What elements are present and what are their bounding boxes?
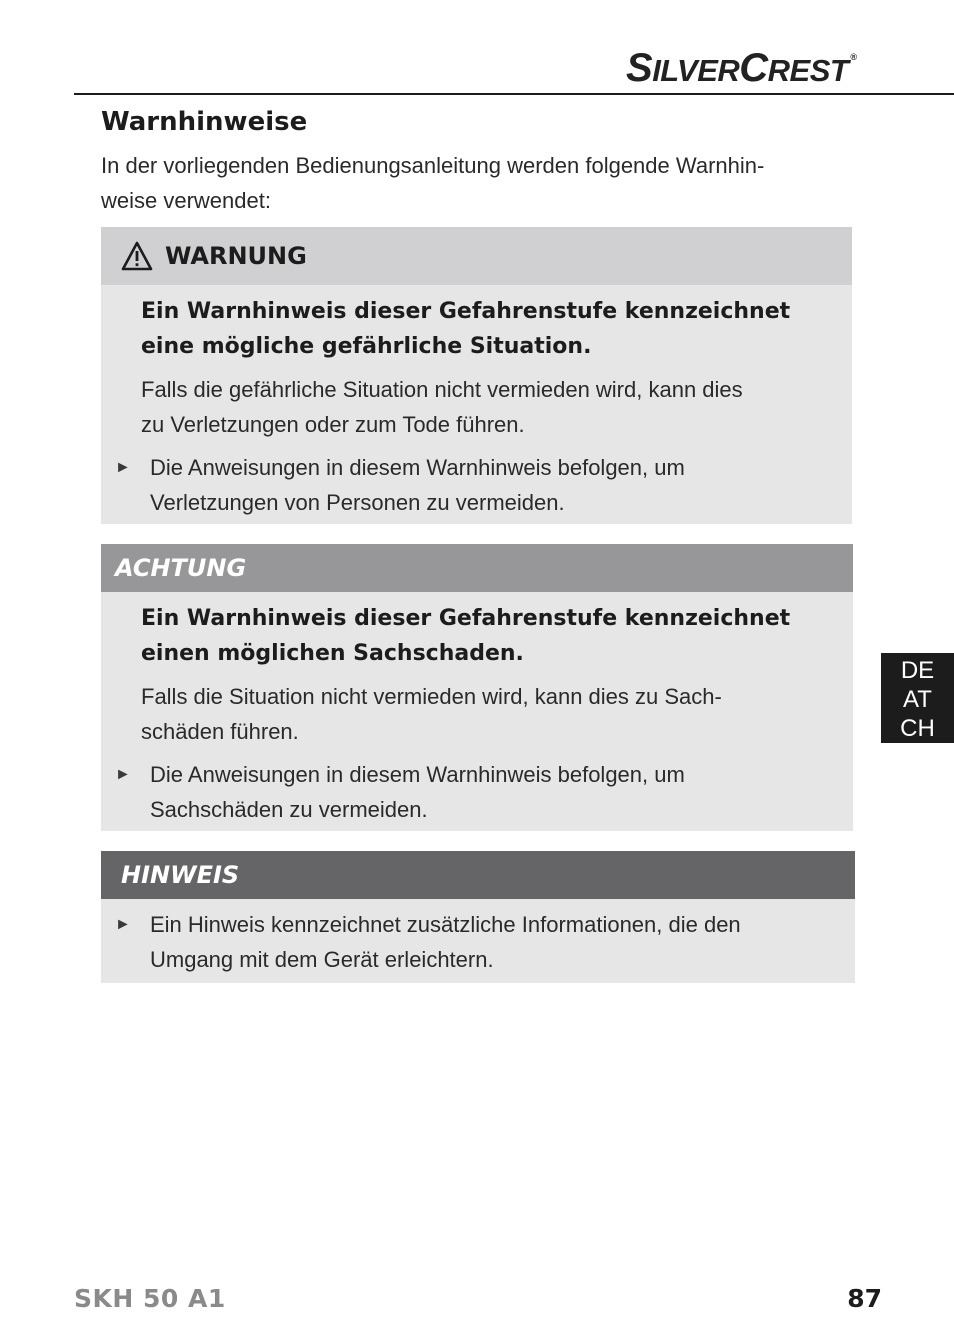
warning-bullet: ► Die Anweisungen in diesem Warnhinweis befolgen, um Verletzungen von Personen zu vermeiden. [115, 450, 835, 520]
lang-at: AT [903, 686, 932, 713]
note-header [101, 851, 855, 899]
note-box [101, 851, 855, 983]
warning-bold-text: Ein Warnhinweis dieser Gefahrenstufe kennzeichnet eine mögliche gefährliche Situation. [141, 299, 791, 359]
header-divider [74, 93, 954, 95]
bullet-arrow-icon: ► [115, 459, 131, 476]
language-tab [881, 653, 954, 743]
page-number: 87 [847, 1284, 882, 1313]
caution-header [101, 544, 853, 592]
bullet-arrow-icon: ► [115, 916, 131, 933]
caution-bullet: ► Die Anweisungen in diesem Warnhinweis befolgen, um Sachschäden zu vermeiden. [115, 757, 835, 827]
section-title: Warnhinweise [101, 107, 308, 137]
note-label: HINWEIS [121, 861, 240, 889]
warning-body-text: Falls die gefährliche Situation nicht vermieden wird, kann dies zu Verletzungen oder zum Tode führen. [141, 377, 743, 437]
silvercrest-logo: SILVERCREST ® [626, 46, 857, 90]
caution-box [101, 544, 853, 831]
warning-header [101, 227, 852, 285]
bullet-arrow-icon: ► [115, 766, 131, 783]
intro-paragraph: In der vorliegenden Bedienungsanleitung werden folgende Warnhin- weise verwendet: [101, 153, 765, 213]
warning-triangle-icon [121, 241, 153, 271]
lang-de: DE [900, 657, 935, 684]
note-bullet: ► Ein Hinweis kennzeichnet zusätzliche Informationen, die den Umgang mit dem Gerät erleichtern. [115, 907, 835, 977]
caution-body-text: Falls die Situation nicht vermieden wird, kann dies zu Sach- schäden führen. [141, 684, 722, 744]
caution-bold-text: Ein Warnhinweis dieser Gefahrenstufe kennzeichnet einen möglichen Sachschaden. [141, 606, 791, 666]
caution-label: ACHTUNG [115, 554, 247, 582]
warning-label: WARNUNG [165, 242, 307, 270]
warning-box [101, 227, 852, 524]
lang-ch: CH [900, 715, 935, 742]
footer-model-number: SKH 50 A1 [74, 1284, 226, 1313]
